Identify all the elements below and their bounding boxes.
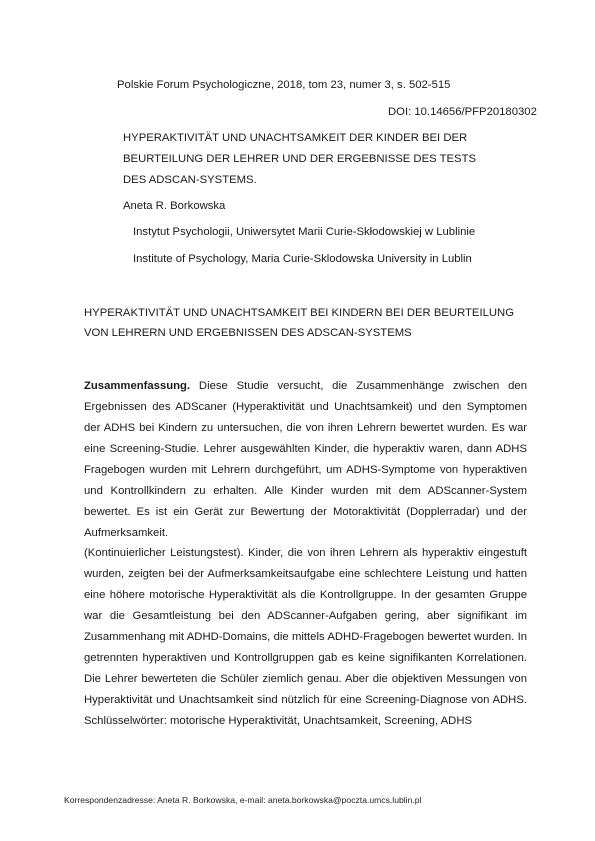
title-line-1: HYPERAKTIVITÄT UND UNACHTSAMKEIT DER KINDER BEI DER: [123, 132, 468, 144]
doi-line: DOI: 10.14656/PFP20180302: [388, 106, 537, 118]
abstract-label: Zusammenfassung.: [84, 380, 191, 392]
correspondence-footer: Korrespondenzadresse: Aneta R. Borkowska, e-mail: aneta.borkowska@poczta.umcs.lublin.pl: [64, 795, 422, 805]
journal-citation: Polskie Forum Psychologiczne, 2018, tom 23, numer 3, s. 502-515: [117, 79, 451, 91]
second-title-line-2: VON LEHRERN UND ERGEBNISSEN DES ADSCAN-SYSTEMS: [84, 327, 412, 339]
affiliation-polish: Instytut Psychologii, Uniwersytet Marii Curie-Skłodowskiej w Lublinie: [133, 226, 476, 238]
second-title-line-1: HYPERAKTIVITÄT UND UNACHTSAMKEIT BEI KINDERN BEI DER BEURTEILUNG: [84, 307, 514, 319]
author-name: Aneta R. Borkowska: [123, 200, 226, 212]
title-line-3: DES ADSCAN-SYSTEMS.: [123, 174, 257, 186]
title-line-2: BEURTEILUNG DER LEHRER UND DER ERGEBNISSE DES TESTS: [123, 153, 476, 165]
abstract-paragraph-2: [84, 543, 527, 732]
abstract-text-1: Diese Studie versucht, die Zusammenhänge zwischen den Ergebnissen des ADScaner (Hyperaktivität und Unachtsamkeit) und den Symptomen der ADHS bei Kindern zu untersuchen, die von ihren Lehrern bewertet wurden. Es war eine Screening-Studie. Lehrer ausgewählten Kinder, die hyperaktiv waren, dann ADHS Fragebogen wurden mit Lehrern durchgeführt, um ADHS-Symptome von hyperaktiven und Kontrollkindern zu erhalten. Alle Kinder wurden mit dem ADScanner-System bewertet. Es ist ein Gerät zur Bewertung der Motoraktivität (Dopplerradar) und der Aufmerksamkeit.: [84, 380, 527, 539]
affiliation-english: Institute of Psychology, Maria Curie-Sklodowska University in Lublin: [133, 253, 472, 265]
abstract-paragraph-1: [84, 376, 527, 544]
abstract-text-2: (Kontinuierlicher Leistungstest). Kinder, die von ihren Lehrern als hyperaktiv eingestuft wurden, zeigten bei der Aufmerksamkeitsaufgabe eine schlechtere Leistung und hatten eine höhere motorische Hyperaktivität als die Kontrollgruppe. In der gesamten Gruppe war die Gesamtleistung bei den ADScanner-Aufgaben gering, aber signifikant im Zusammenhang mit ADHD-Domains, die mittels ADHD-Fragebogen bewertet wurden. In getrennten hyperaktiven und Kontrollgruppen gab es keine signifikanten Korrelationen. Die Lehrer bewerteten die Schüler ziemlich genau. Aber die objektiven Messungen von Hyperaktivität und Unachtsamkeit sind nützlich für eine Screening-Diagnose von ADHS. Schlüsselwörter: motorische Hyperaktivität, Unachtsamkeit, Screening, ADHS: [84, 547, 527, 727]
